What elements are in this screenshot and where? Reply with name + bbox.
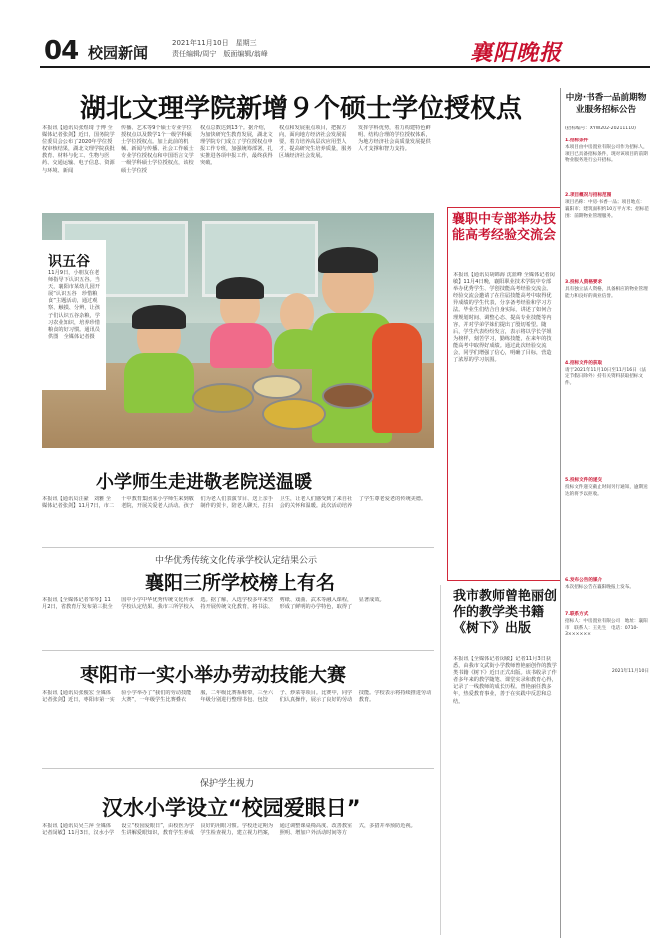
photo-title: 识五谷 [48, 254, 90, 270]
ad-section-head: 5.投标文件的递交 [565, 477, 603, 483]
teacher-text: 本报讯【全媒体记者闵敏】记者11月3日获悉，由我市文武街小学教师曾艳丽创作的教学类书籍《树下》近日正式出版。该书收录了作者多年来的教学随笔、课堂实录和教育心得，记录了一线教师的成长历程。曾艳丽任教多年，热爱教育事业，善于在实践中反思和总结。 [453, 656, 557, 705]
nursing-text: 本报讯【通讯员汪豪 刘雅 全媒体记者张剑】11月7日，市二十中教育集团某小学师生来到敬老院，开展关爱老人活动。孩子们为老人们表演节目、送上亲手制作的贺卡，陪老人聊天、打扫卫生，让老人们感受到了来自社会的关怀和温暖。此次活动培养了学生尊老爱老的传统美德。 [42, 496, 427, 510]
eyes-headline: 汉水小学设立“校园爱眼日” [102, 796, 361, 820]
lead-col-1: 本报讯【通讯员张煜琦 于博 全媒体记者张剑】近日，国务院学位委员会公布了2020年学位授权审核结果，湖北文理学院获批教育、材料与化工、生物与医药、交通运输、电子信息、资源与环境、新闻 [42, 125, 115, 174]
tradition-kicker: 中华优秀传统文化传承学校认定结果公示 [155, 556, 318, 566]
ad-section-body: 招标人：中房置业有限公司 地址：襄阳市 联系人：王先生 电话：0710-3×××××× [565, 618, 648, 638]
skills-text: 本报讯【通讯员张俊宏 全媒体记者张剑】近日，枣阳市第一实验小学举办了“我们的劳动技能大赛”，一年级学生比赛叠衣服，二年级比赛系鞋带，三至六年级分别进行整理书包、包饺子、炒菜等项目。比赛中，同学们认真操作，展示了良好的劳动技能。学校表示将持续推进劳动教育。 [42, 690, 432, 704]
ad-section-body: 投标文件递交截止时间另行通知，逾期送达的将予以拒收。 [565, 484, 648, 497]
ad-date: 2021年11月10日 [611, 669, 649, 675]
ad-section-head: 2.项目概况与招标范围 [565, 193, 612, 199]
ad-section-body: 本项目由中房置业有限公司作为招标人，项目已具备招标条件，现对该项目的前期物业服务进行公开招标。 [565, 144, 648, 164]
date-line: 2021年11月10日 星期三 [172, 39, 257, 47]
divider [42, 547, 434, 548]
column-divider [440, 585, 441, 935]
eyes-text: 本报讯【通讯员吴兰萍 全媒体记者闵敏】11月3日，汉水小学设立“校园爱眼日”，由校医为学生讲解爱眼知识，教育学生养成良好的用眼习惯。学校还定期为学生检查视力，建立视力档案，通过调整课桌椅高度、改善教室照明、增加户外活动时间等方式，多措并举预防近视。 [42, 823, 416, 837]
feature-box-text: 本报讯【通讯员胡锦海 沈蓝峰 全媒体记者闵敏】11月4日晚，襄阳职业技术学院中专部举办优秀学生、学创技能高考经验交流会。经验交流会邀请了在往届技能高考中取得优异成绩的学生代表，分享备考经验和学习方法。毕业生们结合自身实际，讲述了如何合理规划时间、调整心态、提高专业技能等内容，并对学弟学妹们提出了殷切希望。随后，学生代表纷纷发言，表示将以学长学姐为榜样，刻苦学习，勤练技能，在来年的技能高考中取得好成绩。通过此次经验交流会，同学们增强了信心，明确了目标，营造了浓厚的学习氛围。 [453, 272, 555, 364]
header-rule [40, 66, 650, 68]
feature-box-title: 襄职中专部举办技能高考经验交流会 [452, 212, 557, 243]
section-name: 校园新闻 [88, 44, 149, 62]
lead-headline: 湖北文理学院新增９个硕士学位授权点 [80, 94, 523, 124]
ad-section-head: 6.发布公告的媒介 [565, 578, 603, 584]
lead-col-5: 发挥学科优势，着力构建特色鲜明、结构合理的学位授权体系，为地方经济社会高质量发展提供人才支撑和智力支持。 [358, 125, 431, 153]
teacher-headline: 我市教师曾艳丽创作的教学类书籍《树下》出版 [453, 589, 558, 636]
skills-headline: 枣阳市一实小举办劳动技能大赛 [80, 664, 347, 686]
lead-col-2: 传播、艺术等9个硕士专业学位授权点以及数学1个一级学科硕士学位授权点。加上此前的机械、新闻与传播、社会工作硕士专业学位授权点和中国语言文学一级学科硕士学位授权点，该校硕士学位授 [121, 125, 194, 174]
tradition-headline: 襄阳三所学校榜上有名 [145, 572, 336, 594]
ad-section-head: 7.联系方式 [565, 611, 589, 617]
ad-section-body: 具有独立法人资格，具备相应的物业管理能力和良好的商业信誉。 [565, 287, 648, 299]
ad-section-body: 请于2021年11月10日至11月16日（法定节假日除外）持有关资料获取招标文件。 [565, 367, 647, 387]
ad-section-head: 3.投标人资格要求 [565, 280, 603, 286]
masthead-logo: 襄阳晚报 [470, 40, 563, 66]
ad-body [565, 138, 649, 928]
ad-section-body: 项目名称：中房·书香一品；项目地点：襄阳市；建筑面积约10万平方米；招标范围：前期物业管理服务。 [565, 199, 649, 219]
ad-section-head: 1.招标条件 [565, 138, 589, 143]
divider [42, 650, 434, 651]
ad-number: (招标编号：XYW202-20211110) [565, 126, 636, 131]
eyes-kicker: 保护学生视力 [200, 779, 255, 789]
ad-title: 中房·书香一品前期物业服务招标公告 [565, 93, 647, 115]
lead-col-4: 权点和发展重点项目，把握方向，面向地方经济社会发展需要，着力培养高层次应用型人才，提高研究生培养质量，服务区域经济社会发展。 [279, 125, 352, 160]
divider [42, 768, 434, 769]
ad-section-head: 4.招标文件的获取 [565, 360, 603, 366]
lead-col-3: 权点总数达到13个。据介绍，为加快研究生教育发展，湖北文理学院专门成立了学位授权点申报工作专班，加强统筹部署，扎实推进各项申报工作，最终获得突破。 [200, 125, 273, 167]
editor-line: 责任编辑/周宁 版面编辑/翁峰 [172, 50, 268, 58]
page-number: 04 [44, 36, 79, 66]
tradition-text: 本报讯【全媒体记者邹琴】11月2日，省教育厅发布第三批全国中小学中华优秀传统文化传承学校认定结果。我市三所学校入选。据了解，入选学校多年来坚持开展传统文化教育，将书法、剪纸、戏曲、武术等融入课程，形成了鲜明的办学特色，取得了显著成效。 [42, 597, 385, 611]
nursing-headline: 小学师生走进敬老院送温暖 [96, 472, 312, 493]
photo-caption: 11月9日，小朋友在老师指导下认识五谷。当天，襄阳市某幼儿园开展“认识五谷 珍惜粮食”主题活动，通过观察、触摸、分辨，让孩子们认识五谷杂粮，学习农业知识，培养珍惜粮食的好习惯。通讯员供图 全媒体记者摄 [48, 270, 100, 340]
ad-section-body: 本次招标公告在襄阳晚报上发布。 [565, 585, 634, 591]
